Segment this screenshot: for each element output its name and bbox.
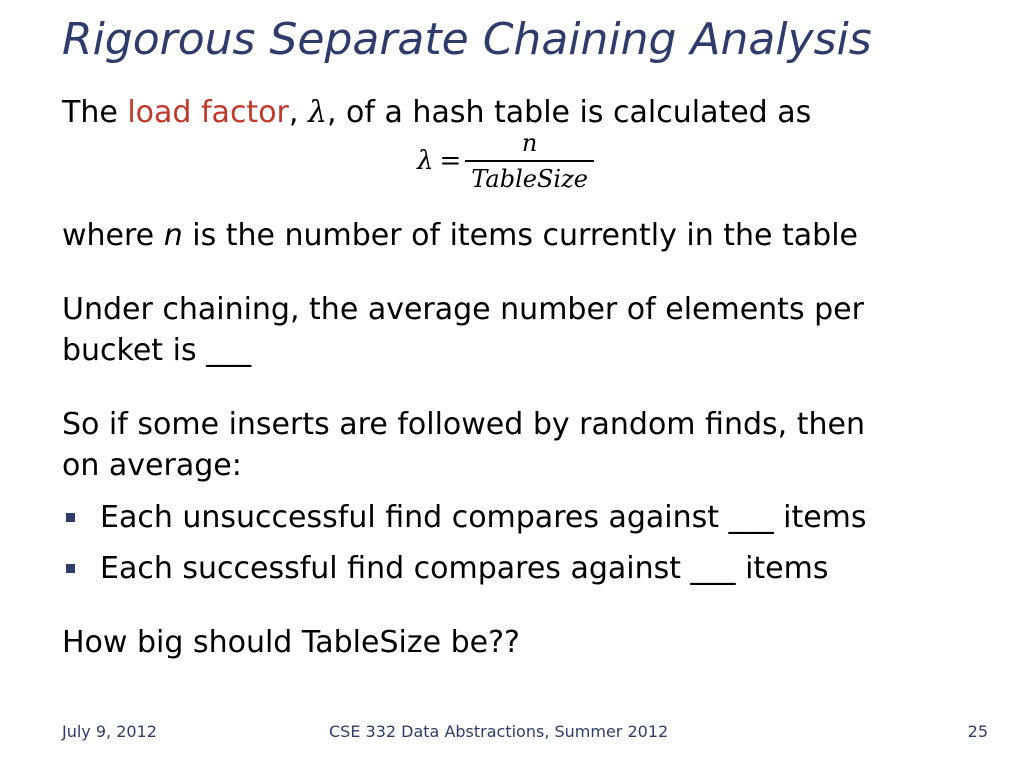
square-bullet-icon [66,513,75,522]
bullet-successful [62,548,829,589]
formula-numerator: n [521,129,538,157]
intro-prefix: The [62,95,128,130]
footer-course: CSE 332 Data Abstractions, Summer 2012 [329,722,669,741]
load-factor-formula [417,128,594,194]
where-prefix: where [62,218,164,253]
slide-title: Rigorous Separate Chaining Analysis [62,14,872,65]
closing-question: How big should TableSize be?? [62,625,520,660]
square-bullet-icon [66,564,75,573]
formula-fraction [465,128,594,194]
finds-paragraph [62,404,865,486]
where-variable: n [163,218,183,253]
intro-suffix: , of a hash table is calculated as [326,95,812,130]
where-line [62,215,858,256]
chaining-line-2: bucket is ___ [62,333,252,368]
footer-page-number: 25 [967,722,988,741]
bullet-text: Each successful find compares against ___ items [100,551,829,586]
footer-date: July 9, 2012 [62,722,157,741]
finds-line-1: So if some inserts are followed by random finds, then [62,407,865,442]
load-factor-definition [62,92,811,133]
chaining-line-1: Under chaining, the average number of elements per [62,292,864,327]
lambda-symbol: λ [307,95,327,130]
load-factor-term: load factor [127,95,289,130]
formula-equals: = [439,146,462,176]
bullet-unsuccessful [62,497,867,538]
finds-line-2: on average: [62,448,242,483]
intro-comma: , [288,95,308,130]
formula-lhs: λ [417,146,434,176]
where-suffix: is the number of items currently in the table [182,218,859,253]
formula-denominator: TableSize [465,160,594,194]
chaining-paragraph [62,289,864,371]
bullet-text: Each unsuccessful find compares against ___ items [100,500,867,535]
